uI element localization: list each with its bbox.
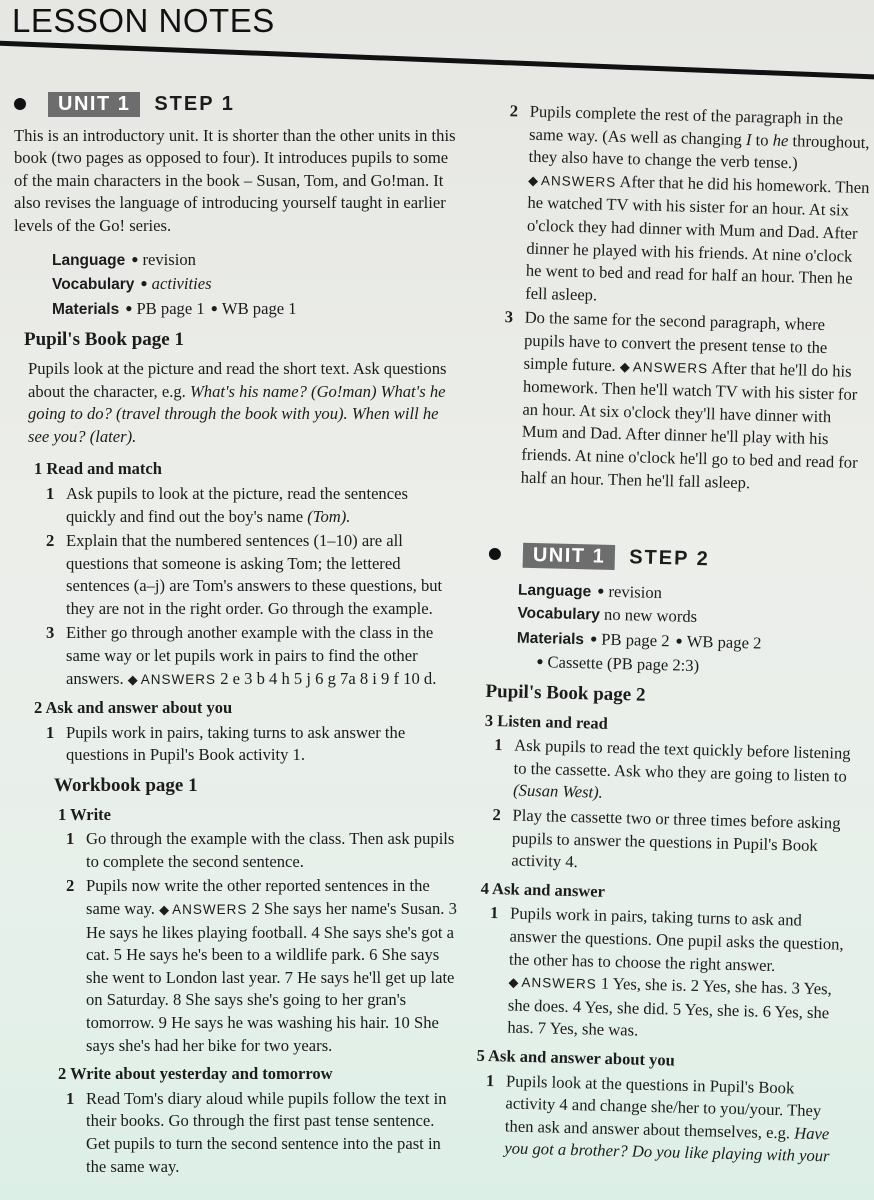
diamond-icon: ◆ — [527, 172, 539, 188]
step-number: 2 — [492, 805, 502, 825]
left-column — [14, 88, 459, 1180]
materials-label: Materials — [52, 300, 120, 318]
list-item — [504, 307, 867, 497]
answers-label: ANSWERS — [632, 358, 709, 376]
step-label: STEP 1 — [154, 93, 235, 115]
answers-label: ANSWERS — [540, 172, 617, 190]
step-text: Pupils now write the other reported sentences in the same way. — [86, 876, 430, 918]
unit1-step1-heading — [14, 92, 459, 117]
step-text: Ask pupils to look at the picture, read the sentences quickly and find out the boy's name — [66, 483, 408, 526]
pb1-text: Pupils look at the picture and read the short text. Ask questions about the character, e.g. — [28, 358, 447, 401]
activity-read-and-match-title: 1 Read and match — [34, 459, 162, 479]
materials-value-1: PB page 2 — [601, 629, 670, 651]
bullet-icon: ● — [131, 251, 139, 266]
step-text: throughout, they also have to change the verb tense.) — [528, 130, 870, 173]
activity-listen-and-read-title: 3 Listen and read — [484, 710, 609, 733]
diamond-icon: ◆ — [159, 902, 170, 917]
ask-answer-steps — [14, 722, 459, 767]
step-number: 2 — [509, 101, 519, 121]
step-number: 3 — [504, 307, 514, 327]
step-number: 2 — [46, 531, 55, 551]
bullet-icon: ● — [210, 300, 218, 315]
list-item — [66, 1088, 459, 1178]
step-text: Read Tom's diary aloud while pupils follow the text in their books. Go through the first past tense sentence. Get pupils to turn the second sentence into the past in the same way. — [86, 1088, 447, 1176]
write-about-steps-start — [14, 1088, 459, 1178]
step-text: Either go through another example with the class in the same way or let pupils work in pairs to find the other answers. — [66, 623, 434, 688]
step-number: 1 — [46, 483, 55, 503]
step-text-italic: I — [745, 129, 752, 149]
activity-write-title: 1 Write — [58, 804, 112, 824]
bullet-icon: ● — [536, 654, 544, 669]
workbook-section — [14, 775, 459, 1178]
materials-value-2: WB page 1 — [221, 298, 297, 318]
step-number: 1 — [485, 1070, 495, 1090]
list-item — [492, 805, 855, 881]
vocabulary-value: activities — [151, 274, 212, 294]
step-number: 3 — [46, 623, 55, 643]
step-text-italic: (Susan West). — [512, 780, 604, 803]
list-item — [494, 735, 857, 811]
bullet-dot-icon — [489, 548, 501, 560]
workbook-page1-heading: Workbook page 1 — [54, 775, 198, 797]
step-number: 1 — [46, 722, 55, 742]
vocabulary-row — [52, 272, 459, 297]
answers-label: ANSWERS — [172, 902, 248, 917]
diamond-icon: ◆ — [127, 671, 138, 687]
activity-ask-answer-about-you-2-title: 5 Ask and answer about you — [476, 1045, 676, 1070]
step-number: 1 — [66, 1088, 75, 1108]
answers-text: 1 Yes, she is. 2 Yes, she has. 3 Yes, she does. 4 Yes, she did. 5 Yes, she is. 6 Yes, she has. 7 Yes, she was. — [507, 973, 833, 1041]
answers-label: ANSWERS — [521, 974, 597, 992]
materials-value-2: WB page 2 — [686, 631, 762, 653]
materials-row — [52, 297, 459, 322]
step-text-italic: Have you got a brother? Do you like playing with your — [504, 1123, 830, 1166]
answers-text: 2 e 3 b 4 h 5 j 6 g 7a 8 i 9 f 10 d. — [220, 668, 437, 688]
unit-badge: UNIT 1 — [523, 543, 616, 570]
activity-ask-and-answer-title: 4 Ask and answer — [480, 878, 606, 901]
step-text-italic: he — [772, 130, 789, 150]
list-item — [46, 622, 459, 691]
list-item — [66, 875, 459, 1057]
pupils-book-page1-text — [28, 358, 459, 448]
language-value: revision — [142, 249, 196, 269]
write-about-steps-continued — [491, 100, 872, 497]
step2-meta — [516, 577, 860, 682]
bullet-icon: ● — [589, 631, 598, 646]
step-number: 1 — [66, 829, 75, 849]
pupils-book-page2-heading: Pupil's Book page 2 — [485, 680, 646, 706]
bullet-icon: ● — [125, 300, 133, 315]
language-label: Language — [517, 581, 592, 601]
step-number: 1 — [489, 903, 499, 923]
step-label: STEP 2 — [628, 546, 711, 571]
bullet-dot-icon — [14, 98, 26, 110]
diamond-icon: ◆ — [619, 358, 631, 374]
materials-value-1: PB page 1 — [136, 298, 205, 318]
answers-text: After that he did his homework. Then he watched TV with his sister for an hour. At six o'clock they had dinner with Mum and Dad. After dinner he played with his friends. At nine o'clock he went to bed and read for half an hour. Then he fell asleep. — [525, 171, 870, 305]
materials-value-3: Cassette (PB page 2:3) — [547, 652, 700, 676]
step-text: to — [751, 129, 773, 150]
answers-text: 2 She says her name's Susan. 3 He says he likes playing football. 4 She says she's got a cat. 5 He says he's been to a wildlife park. 6 She says she went to London last year. 7 He says he'll get up late on Saturday. 8 She says she's going to her gran's tomorrow. 9 He says he was washing his hair. 10 She says she's had her bike for two years. — [86, 899, 457, 1055]
step-number: 1 — [494, 735, 503, 755]
vocabulary-label: Vocabulary — [517, 604, 601, 624]
step1-meta — [52, 248, 459, 322]
diamond-icon: ◆ — [508, 974, 519, 990]
step-text: Explain that the numbered sentences (1–10) are all questions that someone is asking Tom; the lettered sentences (a–j) are Tom's answers to these questions, but they are not in the right order. Go through the example. — [66, 531, 443, 618]
step-text: Pupils work in pairs, taking turns to ask and answer the questions. One pupil asks the question, the other has to choose the right answer. — [508, 903, 844, 975]
language-row — [52, 248, 459, 273]
step-text: Pupils look at the questions in Pupil's Book activity 4 and change she/her to you/your. They then ask and answer about themselves, e.g. — [504, 1071, 822, 1143]
header-rule — [0, 40, 874, 81]
step-text: Pupils work in pairs, taking turns to ask answer the questions in Pupil's Book activity 1. — [66, 722, 406, 765]
ask-answer-about-you-steps — [474, 1069, 848, 1168]
intro-paragraph: This is an introductory unit. It is shorter than the other units in this book (two pages as opposed to four). It introduces pupils to some of the main characters in the book – Susan, Tom, and Go!man. It also revises the language of introducing yourself taught in earlier levels of the Go! series. — [14, 125, 456, 235]
language-value: revision — [608, 581, 663, 602]
vocabulary-label: Vocabulary — [52, 276, 135, 294]
materials-label: Materials — [516, 629, 585, 649]
write-steps — [14, 828, 459, 1057]
answers-label: ANSWERS — [140, 671, 217, 687]
list-item — [46, 530, 459, 620]
list-item — [509, 101, 872, 314]
listen-read-steps — [481, 734, 856, 881]
vocabulary-value: no new words — [603, 604, 698, 627]
answers-text: After that he'll do his homework. Then he'll watch TV with his sister for an hour. At six o'clock they'll have dinner with Mum and Dad. After dinner he'll play with his friends. At nine o'clock he'll go to bed and read for half an hour. Then he'll fall asleep. — [520, 357, 858, 492]
step-text: Pupils complete the rest of the paragraph in the same way. (As well as changing — [528, 101, 844, 149]
bullet-icon: ● — [597, 583, 605, 598]
activity-ask-answer-about-you-title: 2 Ask and answer about you — [34, 698, 233, 718]
list-item — [66, 828, 459, 873]
step-text: Do the same for the second paragraph, where pupils have to convert the present tense to the simple future. — [523, 308, 828, 375]
read-and-match-steps — [14, 483, 459, 691]
step-text: Play the cassette two or three times before asking pupils to answer the questions in Pupil's Book activity 4. — [511, 805, 841, 872]
unit1-step2-heading — [489, 542, 861, 576]
ask-and-answer-steps — [477, 902, 852, 1048]
list-item — [46, 722, 459, 767]
pupils-book-page1-heading: Pupil's Book page 1 — [24, 329, 184, 351]
language-label: Language — [52, 251, 126, 269]
bullet-icon: ● — [675, 633, 683, 648]
pb1-text-italic: What's his name? (Go!man) What's he going to do? (travel through the book with you). When will he see you? (later). — [28, 381, 446, 446]
step-text: Go through the example with the class. Then ask pupils to complete the second sentence. — [86, 829, 455, 871]
lesson-notes-header: LESSON NOTES — [12, 2, 275, 39]
activity-write-about-title: 2 Write about yesterday and tomorrow — [58, 1064, 333, 1084]
unit-badge: UNIT 1 — [48, 92, 140, 117]
step-text-italic: (Tom). — [307, 506, 351, 526]
list-item — [485, 1070, 848, 1169]
right-column — [474, 100, 872, 1175]
step-number: 2 — [66, 876, 75, 896]
step-text: Ask pupils to read the text quickly before listening to the cassette. Ask who they are going to listen to — [513, 735, 851, 786]
list-item — [46, 483, 459, 528]
bullet-icon: ● — [140, 276, 148, 291]
list-item — [489, 903, 852, 1048]
